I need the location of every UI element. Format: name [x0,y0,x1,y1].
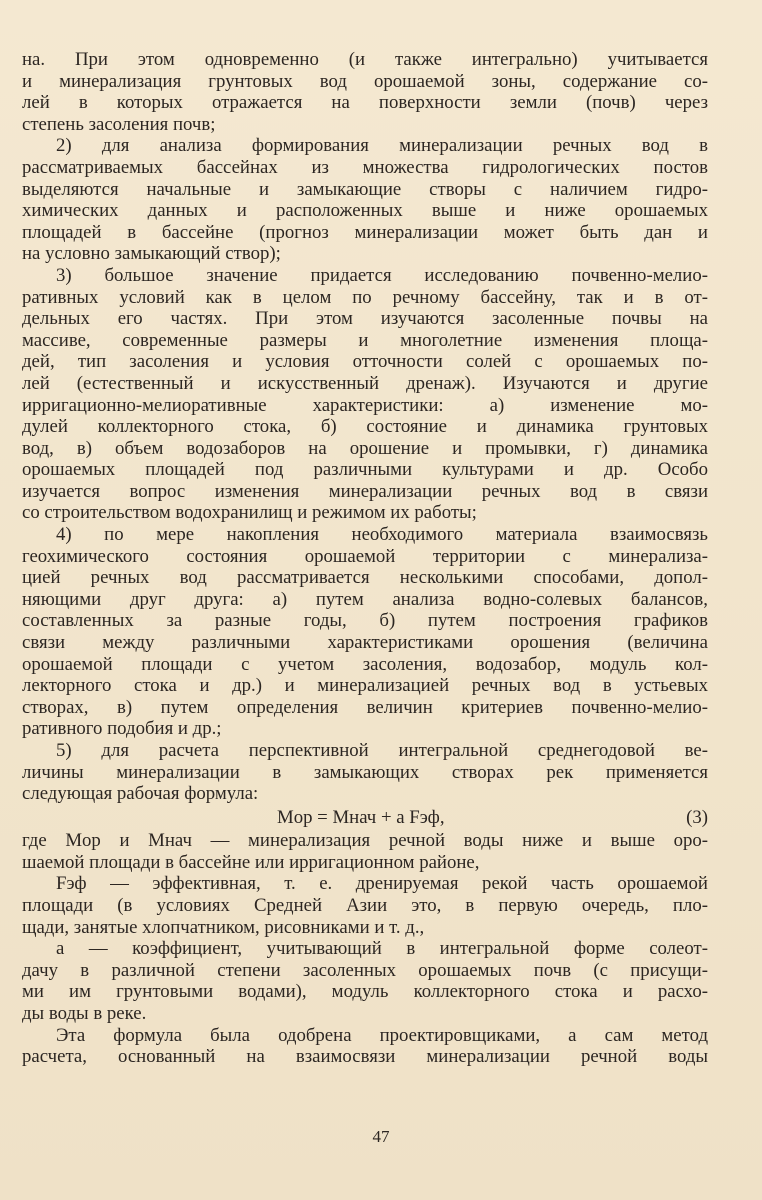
text-line: цией речных вод рассматривается несколькими способами, допол- [22,567,708,589]
text-line: орошаемой площади с учетом засоления, водозабор, модуль кол- [22,653,708,675]
text-line: составленных за разные годы, б) путем построения графиков [22,610,708,632]
body-text [22,49,708,1068]
text-line: орошаемых площадей под различными культурами и др. Особо [22,459,708,481]
text-line: ративного подобия и др.; [22,718,222,740]
text-line: ды воды в реке. [22,1003,147,1025]
formula-line [22,805,708,831]
text-line: площади (в условиях Средней Азии это, в первую очередь, пло- [22,895,708,917]
text-line: дей, тип засоления и условия отточности солей с орошаемых по- [22,351,708,373]
text-line: расчета, основанный на взаимосвязи минерализации речной воды [22,1046,708,1068]
text-line: 5) для расчета перспективной интегральной среднегодовой ве- [56,740,708,761]
text-line: а — коэффициент, учитывающий в интегральной форме солеот- [56,938,708,960]
text-line: дулей коллекторного стока, б) состояние и динамика грунтовых [22,416,708,438]
text-line: няющими друг друга: а) путем анализа водно-солевых балансов, [22,588,708,610]
text-line: 2) для анализа формирования минерализации речных вод в [56,135,708,157]
text-line: вод, в) объем водозаборов на орошение и промывки, г) динамика [22,437,708,459]
text-line: со строительством водохранилищ и режимом их работы; [22,502,477,524]
text-line: степень засоления почв; [22,113,216,135]
text-line: площадей в бассейне (прогноз минерализации может быть дан и [22,221,708,243]
text-line: связи между различными характеристиками орошения (величина [22,632,708,654]
text-line: и минерализация грунтовых вод орошаемой зоны, содержание со- [22,70,708,92]
formula: Mор = Mнач + a Fэф, [277,806,445,828]
text-line: створах, в) путем определения величин критериев почвенно-мелио- [22,696,708,718]
text-line: дельных его частях. При этом изучаются засоленные почвы на [22,308,708,330]
text-line: рассматриваемых бассейнах из множества гидрологических постов [22,156,708,178]
text-line: лей (естественный и искусственный дренаж). Изучаются и другие [22,372,708,394]
text-line: на. При этом одновременно (и также интегрально) учитывается [22,49,708,70]
text-line: ирригационно-мелиоративные характеристики: а) изменение мо- [22,394,708,416]
text-line: геохимического состояния орошаемой территории с минерализа- [22,545,708,567]
text-line: дачу в различной степени засоленных орошаемых почв (с присущи- [22,959,708,981]
text-line: щади, занятые хлопчатником, рисовниками и т. д., [22,916,425,938]
text-line: изучается вопрос изменения минерализации речных вод в связи [22,480,708,502]
text-line: следующая рабочая формула: [22,783,259,805]
text-line: химических данных и расположенных выше и ниже орошаемых [22,200,708,222]
text-line: выделяются начальные и замыкающие створы с наличием гидро- [22,178,708,200]
text-line: личины минерализации в замыкающих створах рек применяется [22,761,708,783]
text-line: Эта формула была одобрена проектировщиками, а сам метод [56,1024,708,1046]
page-number: 47 [372,1127,390,1146]
text-line: шаемой площади в бассейне или ирригационном районе, [22,851,480,873]
text-line: где Mор и Mнач — минерализация речной воды ниже и выше оро- [22,830,708,852]
text-line: лекторного стока и др.) и минерализацией речных вод в устьевых [22,675,708,697]
text-line: лей в которых отражается на поверхности земли (почв) через [22,92,708,114]
text-line: ми им грунтовыми водами), модуль коллекторного стока и расхо- [22,981,708,1003]
text-line: на условно замыкающий створ); [22,243,281,265]
text-line: массиве, современные размеры и многолетние изменения площа- [22,329,708,351]
text-line: Fэф — эффективная, т. е. дренируемая рекой часть орошаемой [56,873,708,895]
text-line: 4) по мере накопления необходимого материала взаимосвязь [56,524,708,546]
text-line: ративных условий как в целом по речному бассейну, так и в от- [22,286,708,308]
text-line: 3) большое значение придается исследованию почвенно-мелио- [56,264,708,286]
formula-number: (3) [686,806,708,828]
